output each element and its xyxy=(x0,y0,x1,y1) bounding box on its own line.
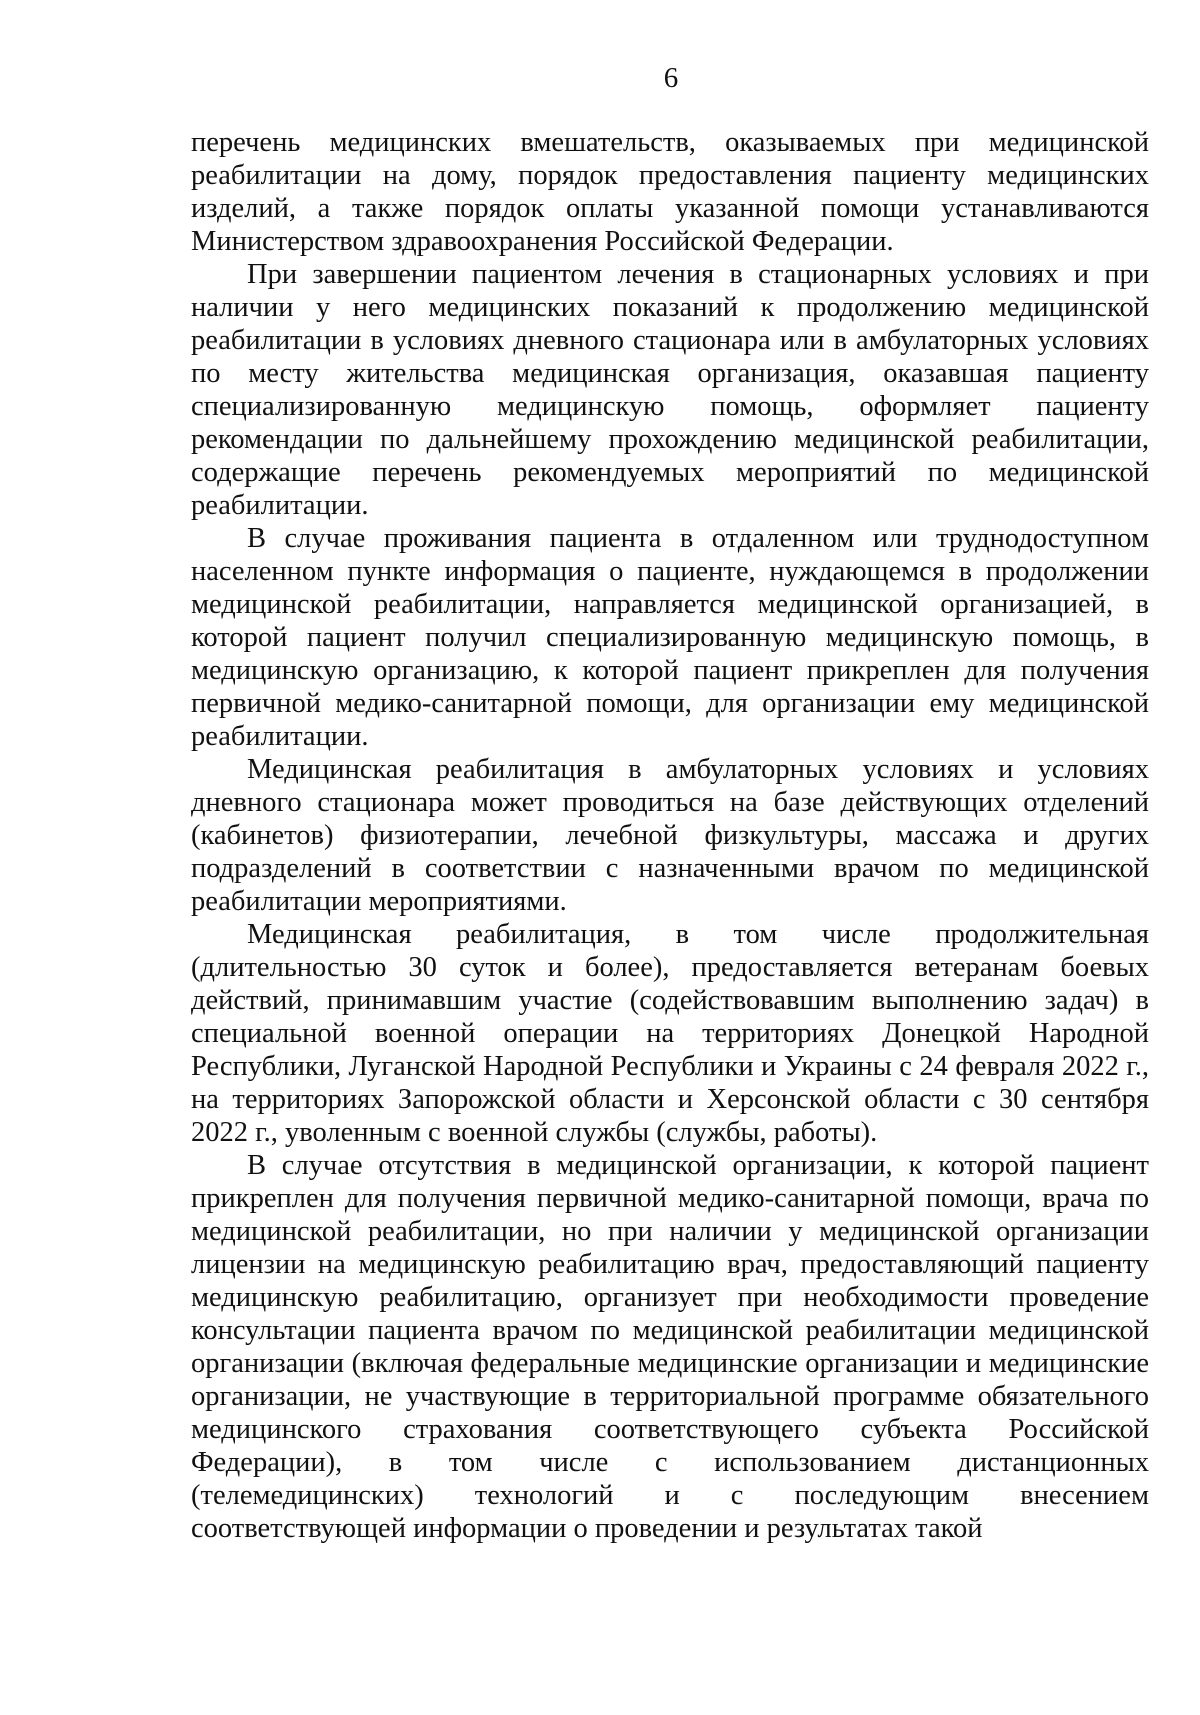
paragraph-5: Медицинская реабилитация, в том числе продолжительная (длительностью 30 суток и более), предоставляется ветеранам боевых действий, принимавшим участие (содействовавшим выполнению задач) в специальной военной операции на территориях Донецкой Народной Республики, Луганской Народной Республики и Украины с 24 февраля 2022 г., на территориях Запорожской области и Херсонской области с 30 сентября 2022 г., уволенным с военной службы (службы, работы). xyxy=(191,919,1149,1148)
paragraph-6: В случае отсутствия в медицинской организации, к которой пациент прикреплен для получения первичной медико-санитарной помощи, врача по медицинской реабилитации, но при наличии у медицинской организации лицензии на медицинскую реабилитацию врач, предоставляющий пациенту медицинскую реабилитацию, организует при необходимости проведение консультации пациента врачом по медицинской реабилитации медицинской организации (включая федеральные медицинские организации и медицинские организации, не участвующие в территориальной программе обязательного медицинского страхования соответствующего субъекта Российской Федерации), в том числе с использованием дистанционных (телемедицинских) технологий и с последующим внесением соответствующей информации о проведении и результатах такой xyxy=(191,1150,1149,1544)
paragraph-1: перечень медицинских вмешательств, оказываемых при медицинской реабилитации на дому, порядок предоставления пациенту медицинских изделий, а также порядок оплаты указанной помощи устанавливаются Министерством здравоохранения Российской Федерации. xyxy=(191,127,1149,257)
paragraph-4: Медицинская реабилитация в амбулаторных условиях и условиях дневного стационара может проводиться на базе действующих отделений (кабинетов) физиотерапии, лечебной физкультуры, массажа и других подразделений в соответствии с назначенными врачом по медицинской реабилитации мероприятиями. xyxy=(191,754,1149,917)
paragraph-3: В случае проживания пациента в отдаленном или труднодоступном населенном пункте информация о пациенте, нуждающемся в продолжении медицинской реабилитации, направляется медицинской организацией, в которой пациент получил специализированную медицинскую помощь, в медицинскую организацию, к которой пациент прикреплен для получения первичной медико-санитарной помощи, для организации ему медицинской реабилитации. xyxy=(191,523,1149,752)
paragraph-2: При завершении пациентом лечения в стационарных условиях и при наличии у него медицинских показаний к продолжению медицинской реабилитации в условиях дневного стационара или в амбулаторных условиях по месту жительства медицинская организация, оказавшая пациенту специализированную медицинскую помощь, оформляет пациенту рекомендации по дальнейшему прохождению медицинской реабилитации, содержащие перечень рекомендуемых мероприятий по медицинской реабилитации. xyxy=(191,259,1149,521)
document-body xyxy=(191,126,1149,1545)
page-number: 6 xyxy=(663,62,679,94)
